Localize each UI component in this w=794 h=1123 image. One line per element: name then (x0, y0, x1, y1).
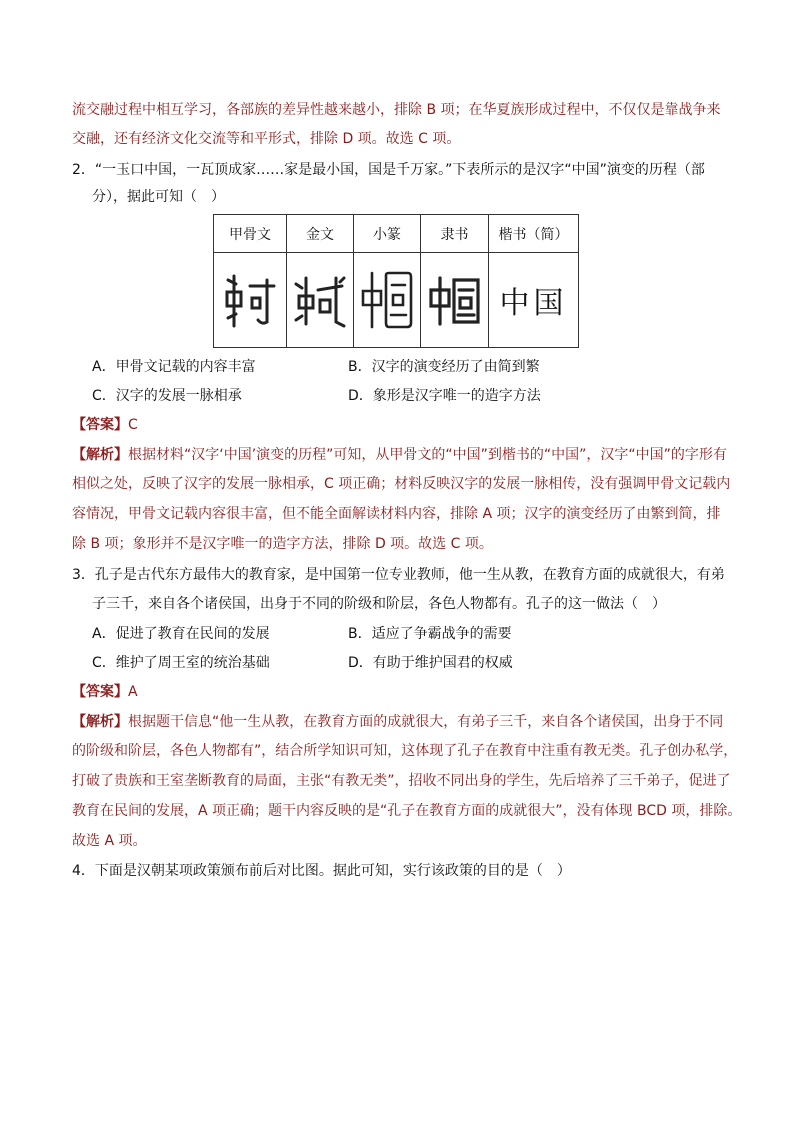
q3-analysis-line-3: 打破了贵族和王室垄断教育的局面，主张“有教无类”，招收不同出身的学生，先后培养了三千弟子，促进了 (72, 773, 731, 789)
small-seal-glyph (359, 269, 415, 331)
header-jinwen: 金文 (287, 215, 354, 253)
q2-analysis-line-3: 容情况，甲骨文记载内容很丰富，但不能全面解读材料内容，排除 A 项；汉字的演变经历了由繁到简，排 (72, 506, 721, 522)
q2-stem-line-1: 2．“一玉口中国，一瓦顶成家……家是最小国，国是千万家。”下表所示的是汉字“中国”演变的历程（部 (72, 162, 705, 178)
q4-stem: 4．下面是汉朝某项政策颁布前后对比图。据此可知，实行该政策的目的是（ ） (72, 863, 571, 879)
q2-stem-line-2: 分），据此可知（ ） (92, 189, 225, 205)
q3-analysis-label: 【解析】 (72, 714, 128, 730)
q3-analysis-text-1: 根据题干信息“他一生从教，在教育方面的成就很大，有弟子三千，来自各个诸侯国，出身于不同 (128, 714, 724, 730)
q2-analysis-line-1 (72, 445, 727, 465)
q2-answer-value: C (128, 417, 138, 433)
q3-option-b[interactable]: B．适应了争霸战争的需要 (348, 626, 512, 642)
oracle-bone-glyph (222, 270, 278, 330)
q2-answer-label: 【答案】 (72, 417, 128, 433)
regular-script-glyph: 中国 (499, 286, 568, 321)
q3-option-a[interactable]: A．促进了教育在民间的发展 (92, 626, 270, 642)
header-lishu: 隶书 (421, 215, 489, 253)
q3-option-c[interactable]: C．维护了周王室的统治基础 (92, 655, 270, 671)
prev-analysis-line-1: 流交融过程中相互学习，各部族的差异性越来越小，排除 B 项；在华夏族形成过程中，不仅仅是靠战争来 (72, 102, 721, 118)
q2-analysis-label: 【解析】 (72, 447, 128, 463)
header-jiaguwen: 甲骨文 (214, 215, 287, 253)
cell-jinwen (287, 253, 354, 348)
q2-option-b[interactable]: B．汉字的演变经历了由简到繁 (348, 359, 540, 375)
q2-option-c[interactable]: C．汉字的发展一脉相承 (92, 388, 242, 404)
header-kaishu: 楷书（简） (489, 215, 579, 253)
q3-stem-line-2: 子三千，来自各个诸侯国，出身于不同的阶级和阶层，各色人物都有。孔子的这一做法（ ） (92, 596, 666, 612)
header-xiaozhuan: 小篆 (354, 215, 421, 253)
q3-analysis-line-5: 故选 A 项。 (72, 833, 147, 849)
q3-stem-line-1: 3．孔子是古代东方最伟大的教育家，是中国第一位专业教师，他一生从教，在教育方面的成就很大，有弟 (72, 567, 725, 583)
q3-analysis-line-1 (72, 712, 723, 732)
q2-analysis-line-4: 除 B 项；象形并不是汉字唯一的造字方法，排除 D 项。故选 C 项。 (72, 536, 493, 552)
q2-answer (72, 415, 138, 435)
q3-answer-label: 【答案】 (72, 684, 128, 700)
q2-analysis-text-1: 根据材料“汉字‘中国’演变的历程”可知，从甲骨文的“中国”到楷书的“中国”，汉字“中国”的字形有 (128, 447, 727, 463)
clerical-glyph (427, 272, 483, 328)
cell-jiaguwen (214, 253, 287, 348)
q2-analysis-line-2: 相似之处，反映了汉字的发展一脉相承，C 项正确；材料反映汉字的发展一脉相传，没有强调甲骨文记载内 (72, 476, 731, 492)
bronze-glyph (292, 270, 348, 330)
q3-analysis-line-2: 的阶级和阶层，各色人物都有”，结合所学知识可知，这体现了孔子在教育中注重有教无类。孔子创办私学， (72, 743, 738, 759)
prev-analysis-line-2: 交融，还有经济文化交流等和平形式，排除 D 项。故选 C 项。 (72, 131, 461, 147)
script-evolution-table (213, 214, 579, 348)
cell-xiaozhuan (354, 253, 421, 348)
q3-option-d[interactable]: D．有助于维护国君的权威 (348, 655, 513, 671)
q2-option-d[interactable]: D．象形是汉字唯一的造字方法 (348, 388, 541, 404)
cell-lishu (421, 253, 489, 348)
q2-option-a[interactable]: A．甲骨文记载的内容丰富 (92, 359, 256, 375)
q3-answer-value: A (128, 684, 138, 700)
cell-kaishu (489, 253, 579, 348)
q3-answer (72, 682, 138, 702)
q3-analysis-line-4: 教育在民间的发展，A 项正确；题干内容反映的是“孔子在教育方面的成就很大”，没有体现 BCD 项，排除。 (72, 803, 742, 819)
